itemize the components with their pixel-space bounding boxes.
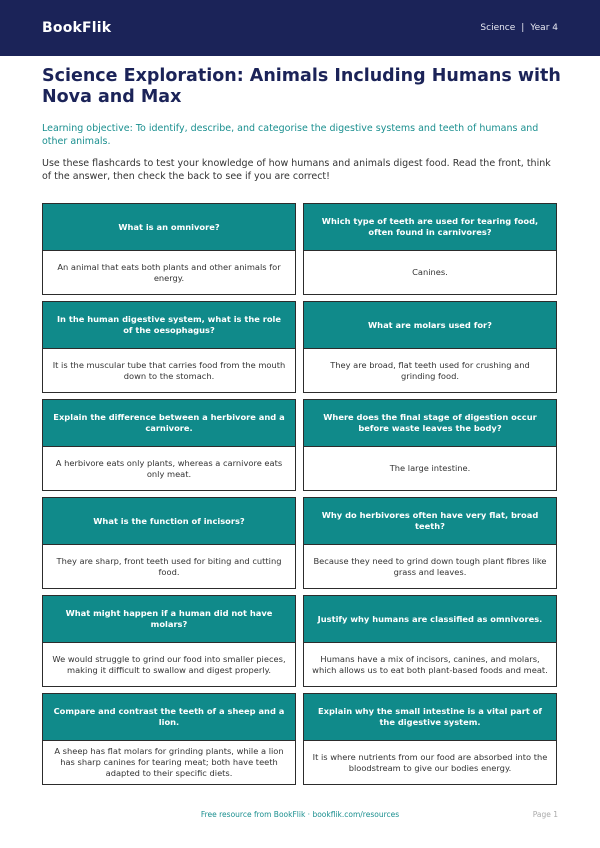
flashcard-question: What is the function of incisors?: [43, 498, 295, 545]
flashcard-question: Explain why the small intestine is a vital part of the digestive system.: [304, 694, 556, 741]
flashcard-question: Which type of teeth are used for tearing food, often found in carnivores?: [304, 204, 556, 251]
flashcard: [303, 595, 557, 687]
flashcard: [42, 595, 296, 687]
flashcard-question: What is an omnivore?: [43, 204, 295, 251]
flashcard-answer: Humans have a mix of incisors, canines, and molars, which allows us to eat both plant-based foods and meat.: [304, 643, 556, 686]
flashcard-question: Why do herbivores often have very flat, broad teeth?: [304, 498, 556, 545]
flashcard: [42, 301, 296, 393]
flashcard-question: Explain the difference between a herbivore and a carnivore.: [43, 400, 295, 447]
flashcard: [42, 203, 296, 295]
flashcard-answer: It is where nutrients from our food are absorbed into the bloodstream to give our bodies energy.: [304, 741, 556, 784]
flashcard-question: In the human digestive system, what is the role of the oesophagus?: [43, 302, 295, 349]
flashcard-grid: [42, 203, 557, 785]
flashcard-question: What might happen if a human did not have molars?: [43, 596, 295, 643]
flashcard-question: Compare and contrast the teeth of a sheep and a lion.: [43, 694, 295, 741]
flashcard-answer: Because they need to grind down tough plant fibres like grass and leaves.: [304, 545, 556, 588]
flashcard-question: Justify why humans are classified as omnivores.: [304, 596, 556, 643]
flashcard-answer: A sheep has flat molars for grinding plants, while a lion has sharp canines for tearing meat; both have teeth adapted to their specific diets.: [43, 741, 295, 784]
flashcard-question: What are molars used for?: [304, 302, 556, 349]
flashcard: [303, 399, 557, 491]
flashcard-answer: They are sharp, front teeth used for biting and cutting food.: [43, 545, 295, 588]
flashcard: [42, 399, 296, 491]
page-title: Science Exploration: Animals Including Humans with Nova and Max: [42, 66, 561, 107]
meta-separator: |: [521, 23, 525, 33]
flashcard-answer: A herbivore eats only plants, whereas a carnivore eats only meat.: [43, 447, 295, 490]
flashcard-answer: An animal that eats both plants and other animals for energy.: [43, 251, 295, 294]
flashcard-answer: It is the muscular tube that carries food from the mouth down to the stomach.: [43, 349, 295, 392]
subject-label: Science: [480, 23, 516, 33]
flashcard: [303, 301, 557, 393]
page-header: [0, 0, 600, 56]
flashcard-answer: The large intestine.: [304, 447, 556, 490]
flashcard-answer: Canines.: [304, 251, 556, 294]
flashcard-answer: They are broad, flat teeth used for crushing and grinding food.: [304, 349, 556, 392]
header-meta: [480, 23, 558, 33]
year-label: Year 4: [530, 23, 558, 33]
page-number: Page 1: [532, 810, 558, 819]
flashcard: [42, 497, 296, 589]
flashcard: [303, 203, 557, 295]
flashcard: [303, 497, 557, 589]
flashcard: [303, 693, 557, 785]
page-footer[interactable]: Free resource from BookFlik · bookflik.com/resources: [200, 810, 400, 819]
flashcard-question: Where does the final stage of digestion occur before waste leaves the body?: [304, 400, 556, 447]
flashcard-answer: We would struggle to grind our food into smaller pieces, making it difficult to swallow and digest properly.: [43, 643, 295, 686]
brand-logo[interactable]: BookFlik: [42, 20, 112, 36]
flashcard: [42, 693, 296, 785]
intro-text: Use these flashcards to test your knowledge of how humans and animals digest food. Read the front, think of the answer, then check the back to see if you are correct!: [42, 158, 551, 182]
learning-objective: Learning objective: To identify, describe, and categorise the digestive systems and teeth of humans and other animals.: [42, 123, 539, 147]
